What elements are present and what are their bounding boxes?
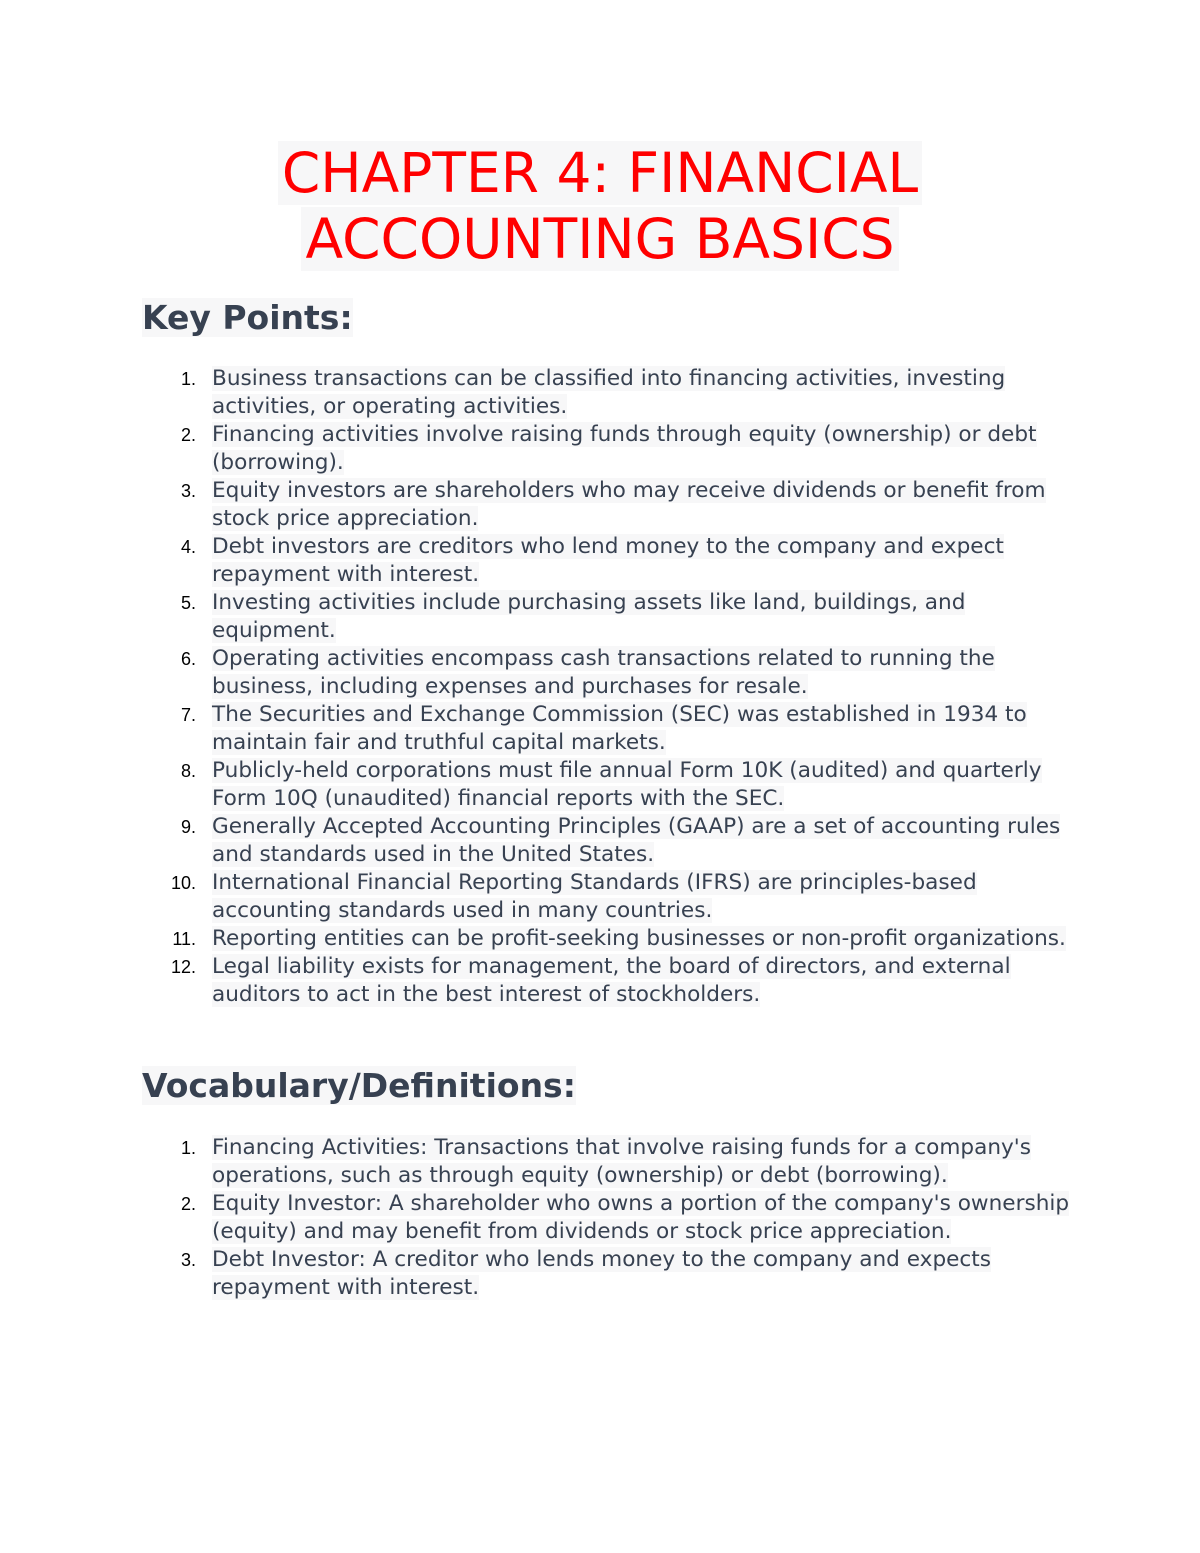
list-item-number: 5. [180, 593, 196, 613]
list-item-number: 1. [180, 1138, 196, 1158]
list-item-number: 3. [180, 1250, 196, 1270]
list-item-text: Business transactions can be classified into financing activities, investing activities, or operating activities. [212, 366, 1006, 419]
list-item-text: The Securities and Exchange Commission (SEC) was established in 1934 to maintain fair and truthful capital markets. [212, 702, 1027, 755]
list-item-number: 9. [180, 817, 196, 837]
list-item [0, 365, 1072, 421]
list-item [0, 477, 1072, 533]
list-item-number: 2. [180, 425, 196, 445]
list-item [0, 589, 1072, 645]
list-item-number: 8. [180, 761, 196, 781]
vocabulary-heading: Vocabulary/Definitions: [142, 1066, 576, 1105]
list-item-text: Investing activities include purchasing assets like land, buildings, and equipment. [212, 590, 966, 643]
list-item-number: 7. [180, 705, 196, 725]
list-item-text: Financing Activities: Transactions that involve raising funds for a company's operations, such as through equity (ownership) or debt (borrowing). [212, 1135, 1031, 1188]
list-item [0, 757, 1072, 813]
list-item-number: 6. [180, 649, 196, 669]
list-item-number: 1. [180, 369, 196, 389]
list-item-text: Reporting entities can be profit-seeking businesses or non-profit organizations. [212, 926, 1066, 951]
list-item [0, 701, 1072, 757]
list-item-number: 12. [170, 957, 196, 977]
list-item-number: 10. [170, 873, 196, 893]
list-item [0, 1190, 1072, 1246]
page-title [140, 140, 1060, 272]
list-item-text: Debt Investor: A creditor who lends money to the company and expects repayment with interest. [212, 1247, 992, 1300]
list-item [0, 533, 1072, 589]
list-item-number: 2. [180, 1194, 196, 1214]
list-item-text: Operating activities encompass cash transactions related to running the business, including expenses and purchases for resale. [212, 646, 995, 699]
list-item [0, 813, 1072, 869]
list-item [0, 925, 1072, 953]
list-item-text: Financing activities involve raising funds through equity (ownership) or debt (borrowing). [212, 422, 1037, 475]
list-item-number: 11. [172, 929, 196, 949]
list-item-text: Publicly-held corporations must file annual Form 10K (audited) and quarterly Form 10Q (unaudited) financial reports with the SEC. [212, 758, 1042, 811]
list-item-text: Debt investors are creditors who lend money to the company and expect repayment with interest. [212, 534, 1004, 587]
list-item [0, 869, 1072, 925]
list-item-number: 3. [180, 481, 196, 501]
list-item-number: 4. [180, 537, 196, 557]
page-title-line-1: CHAPTER 4: FINANCIAL [278, 141, 922, 205]
key-points-heading: Key Points: [142, 298, 353, 337]
list-item [0, 1246, 1072, 1302]
list-item [0, 421, 1072, 477]
list-item [0, 953, 1072, 1009]
list-item [0, 645, 1072, 701]
vocabulary-list [0, 1134, 1200, 1302]
key-points-list [0, 365, 1200, 1009]
page-title-line-2: ACCOUNTING BASICS [301, 207, 898, 271]
list-item [0, 1134, 1072, 1190]
list-item-text: Equity investors are shareholders who may receive dividends or benefit from stock price appreciation. [212, 478, 1046, 531]
list-item-text: Legal liability exists for management, the board of directors, and external auditors to act in the best interest of stockholders. [212, 954, 1011, 1007]
list-item-text: Generally Accepted Accounting Principles (GAAP) are a set of accounting rules and standards used in the United States. [212, 814, 1061, 867]
list-item-text: Equity Investor: A shareholder who owns a portion of the company's ownership (equity) and may benefit from dividends or stock price appreciation. [212, 1191, 1070, 1244]
list-item-text: International Financial Reporting Standards (IFRS) are principles-based accounting standards used in many countries. [212, 870, 977, 923]
